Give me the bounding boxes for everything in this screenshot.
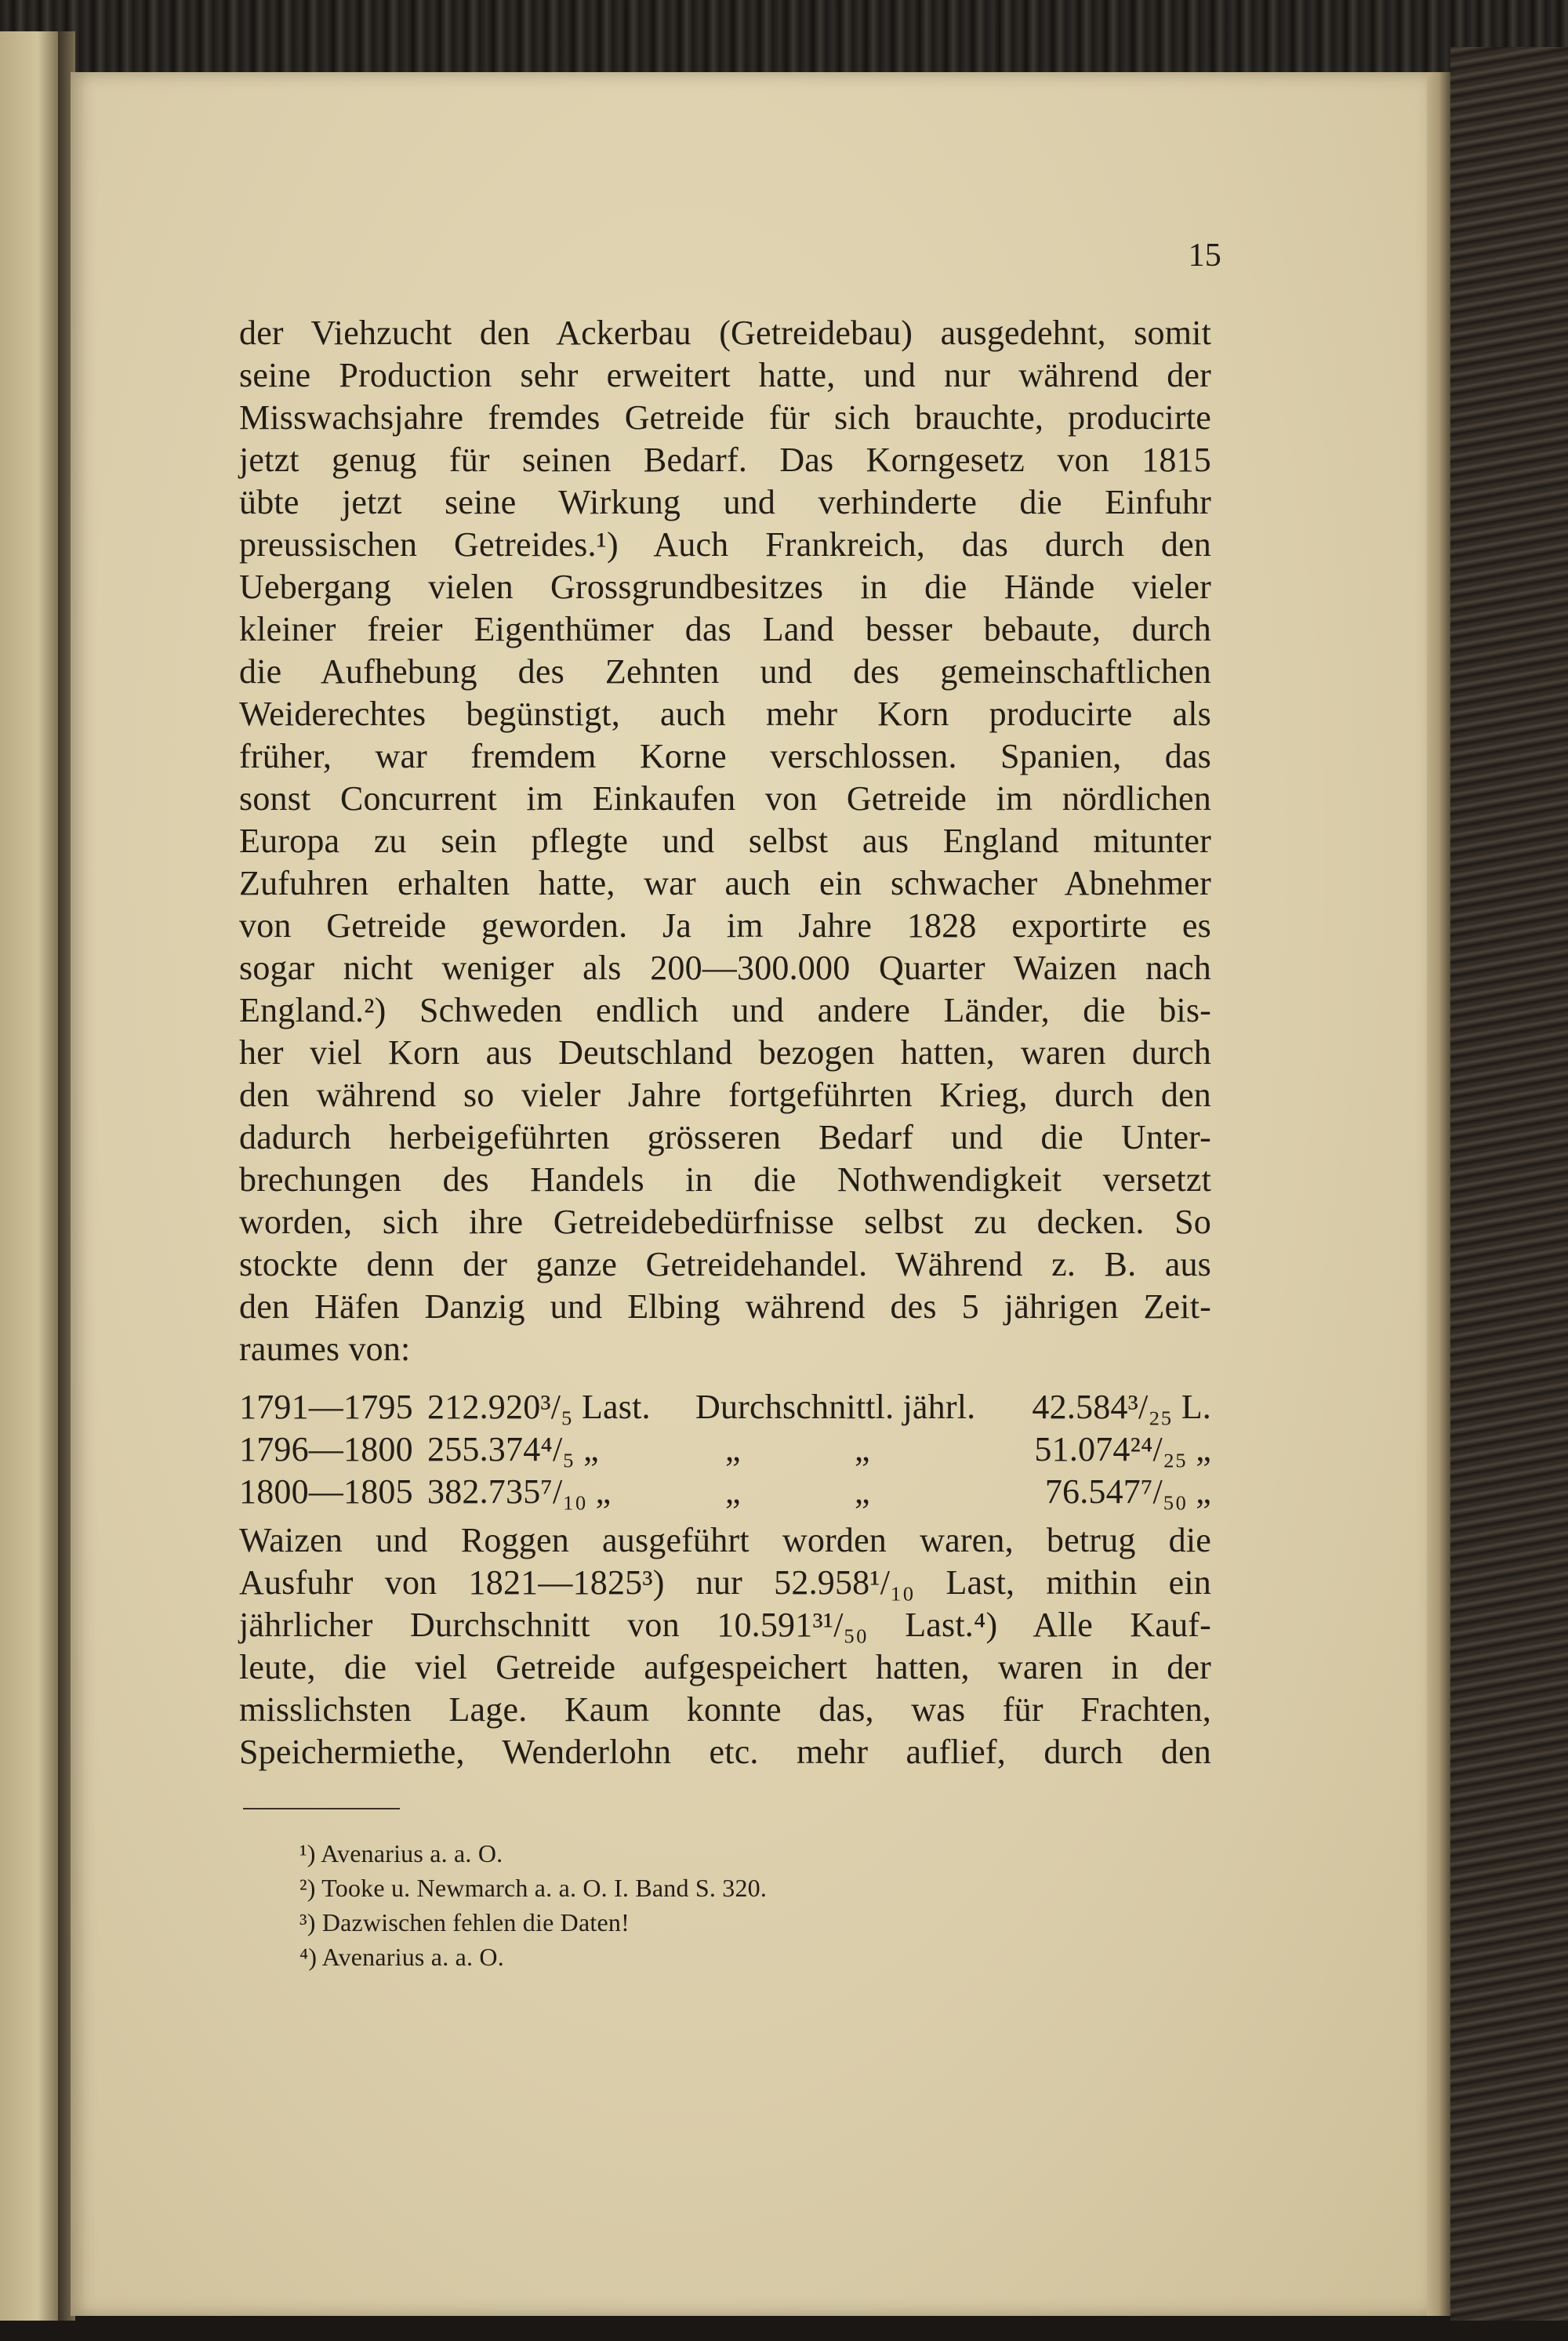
table-cell-ditto: „ (855, 1430, 870, 1468)
text-line: Europa zu sein pflegte und selbst aus England mitunter (239, 822, 1211, 860)
text-line: dadurch herbeigeführten grösseren Bedarf und die Unter- (239, 1118, 1211, 1156)
footnote: ⁴) Avenarius a. a. O. (299, 1943, 504, 1971)
footnote: ¹) Avenarius a. a. O. (299, 1839, 503, 1867)
footnote-divider (243, 1808, 400, 1809)
text-line: Zufuhren erhalten hatte, war auch ein schwacher Abnehmer (239, 864, 1211, 902)
text-line: jährlicher Durchschnitt von 10.591³¹/₅₀ Last.⁴) Alle Kauf- (239, 1606, 1211, 1644)
text-line: den Häfen Danzig und Elbing während des 5 jährigen Zeit- (239, 1287, 1211, 1326)
page-stack-edge (1427, 72, 1450, 2316)
book-top-edge (0, 0, 1568, 78)
text-line: stockte denn der ganze Getreidehandel. Während z. B. aus (239, 1245, 1211, 1283)
text-line: früher, war fremdem Korne verschlossen. Spanien, das (239, 737, 1211, 775)
text-line: die Aufhebung des Zehnten und des gemeinschaftlichen (239, 652, 1211, 691)
text-line: brechungen des Handels in die Nothwendigkeit versetzt (239, 1160, 1211, 1199)
text-line: den während so vieler Jahre fortgeführten Krieg, durch den (239, 1076, 1211, 1114)
text-line: Speichermiethe, Wenderlohn etc. mehr auflief, durch den (239, 1733, 1211, 1771)
table-cell-years: 1791—1795 (239, 1388, 413, 1426)
table-cell-amount: 382.735⁷/₁₀ „ (427, 1472, 612, 1511)
page-number: 15 (1188, 238, 1221, 274)
left-page-edge (0, 31, 63, 2321)
text-line: her viel Korn aus Deutschland bezogen hatten, waren durch (239, 1033, 1211, 1072)
text-line: leute, die viel Getreide aufgespeichert hatten, waren in der (239, 1648, 1211, 1686)
text-line: übte jetzt seine Wirkung und verhinderte die Einfuhr (239, 483, 1211, 521)
table-cell-years: 1796—1800 (239, 1430, 413, 1468)
table-cell-amount: 212.920³/₅ Last. (427, 1388, 651, 1426)
text-line: raumes von: (239, 1330, 411, 1368)
footnote: ³) Dazwischen fehlen die Daten! (299, 1908, 630, 1936)
text-line: seine Production sehr erweitert hatte, und nur während der (239, 356, 1211, 394)
text-line: sogar nicht weniger als 200—300.000 Quarter Waizen nach (239, 949, 1211, 987)
text-line: Ausfuhr von 1821—1825³) nur 52.958¹/₁₀ Last, mithin ein (239, 1563, 1211, 1602)
text-line: jetzt genug für seinen Bedarf. Das Korngesetz von 1815 (239, 441, 1211, 479)
table-cell-amount: 255.374⁴/₅ „ (427, 1430, 599, 1468)
text-line: preussischen Getreides.¹) Auch Frankreich, das durch den (239, 525, 1211, 564)
table-cell-ditto: „ (855, 1472, 870, 1511)
table-row (239, 1428, 1211, 1471)
table-cell-average: 76.547⁷/₅₀ „ (1044, 1472, 1211, 1511)
table-row (239, 1471, 1211, 1513)
text-line: von Getreide geworden. Ja im Jahre 1828 exportirte es (239, 906, 1211, 945)
table-row (239, 1386, 1211, 1428)
book-cover-edge (1450, 47, 1568, 2321)
table-cell-label: Durchschnittl. jährl. (695, 1388, 976, 1426)
text-line: kleiner freier Eigenthümer das Land besser bebaute, durch (239, 610, 1211, 648)
text-line: England.²) Schweden endlich und andere Länder, die bis- (239, 991, 1211, 1029)
table-cell-ditto: „ (725, 1472, 741, 1511)
text-line: Uebergang vielen Grossgrundbesitzes in die Hände vieler (239, 568, 1211, 606)
text-line: Weiderechtes begünstigt, auch mehr Korn producirte als (239, 695, 1211, 733)
table-cell-years: 1800—1805 (239, 1472, 413, 1511)
table-cell-ditto: „ (725, 1430, 741, 1468)
text-line: der Viehzucht den Ackerbau (Getreidebau) ausgedehnt, somit (239, 314, 1211, 352)
text-line: worden, sich ihre Getreidebedürfnisse selbst zu decken. So (239, 1203, 1211, 1241)
text-line: misslichsten Lage. Kaum konnte das, was für Frachten, (239, 1690, 1211, 1729)
table-cell-average: 51.074²⁴/₂₅ „ (1034, 1430, 1211, 1468)
text-line: Misswachsjahre fremdes Getreide für sich brauchte, producirte (239, 398, 1211, 437)
text-line: sonst Concurrent im Einkaufen von Getreide im nördlichen (239, 779, 1211, 818)
text-line: Waizen und Roggen ausgeführt worden waren, betrug die (239, 1521, 1211, 1559)
table-cell-average: 42.584³/₂₅ L. (1032, 1388, 1211, 1426)
footnote: ²) Tooke u. Newmarch a. a. O. I. Band S. 320. (299, 1874, 768, 1902)
